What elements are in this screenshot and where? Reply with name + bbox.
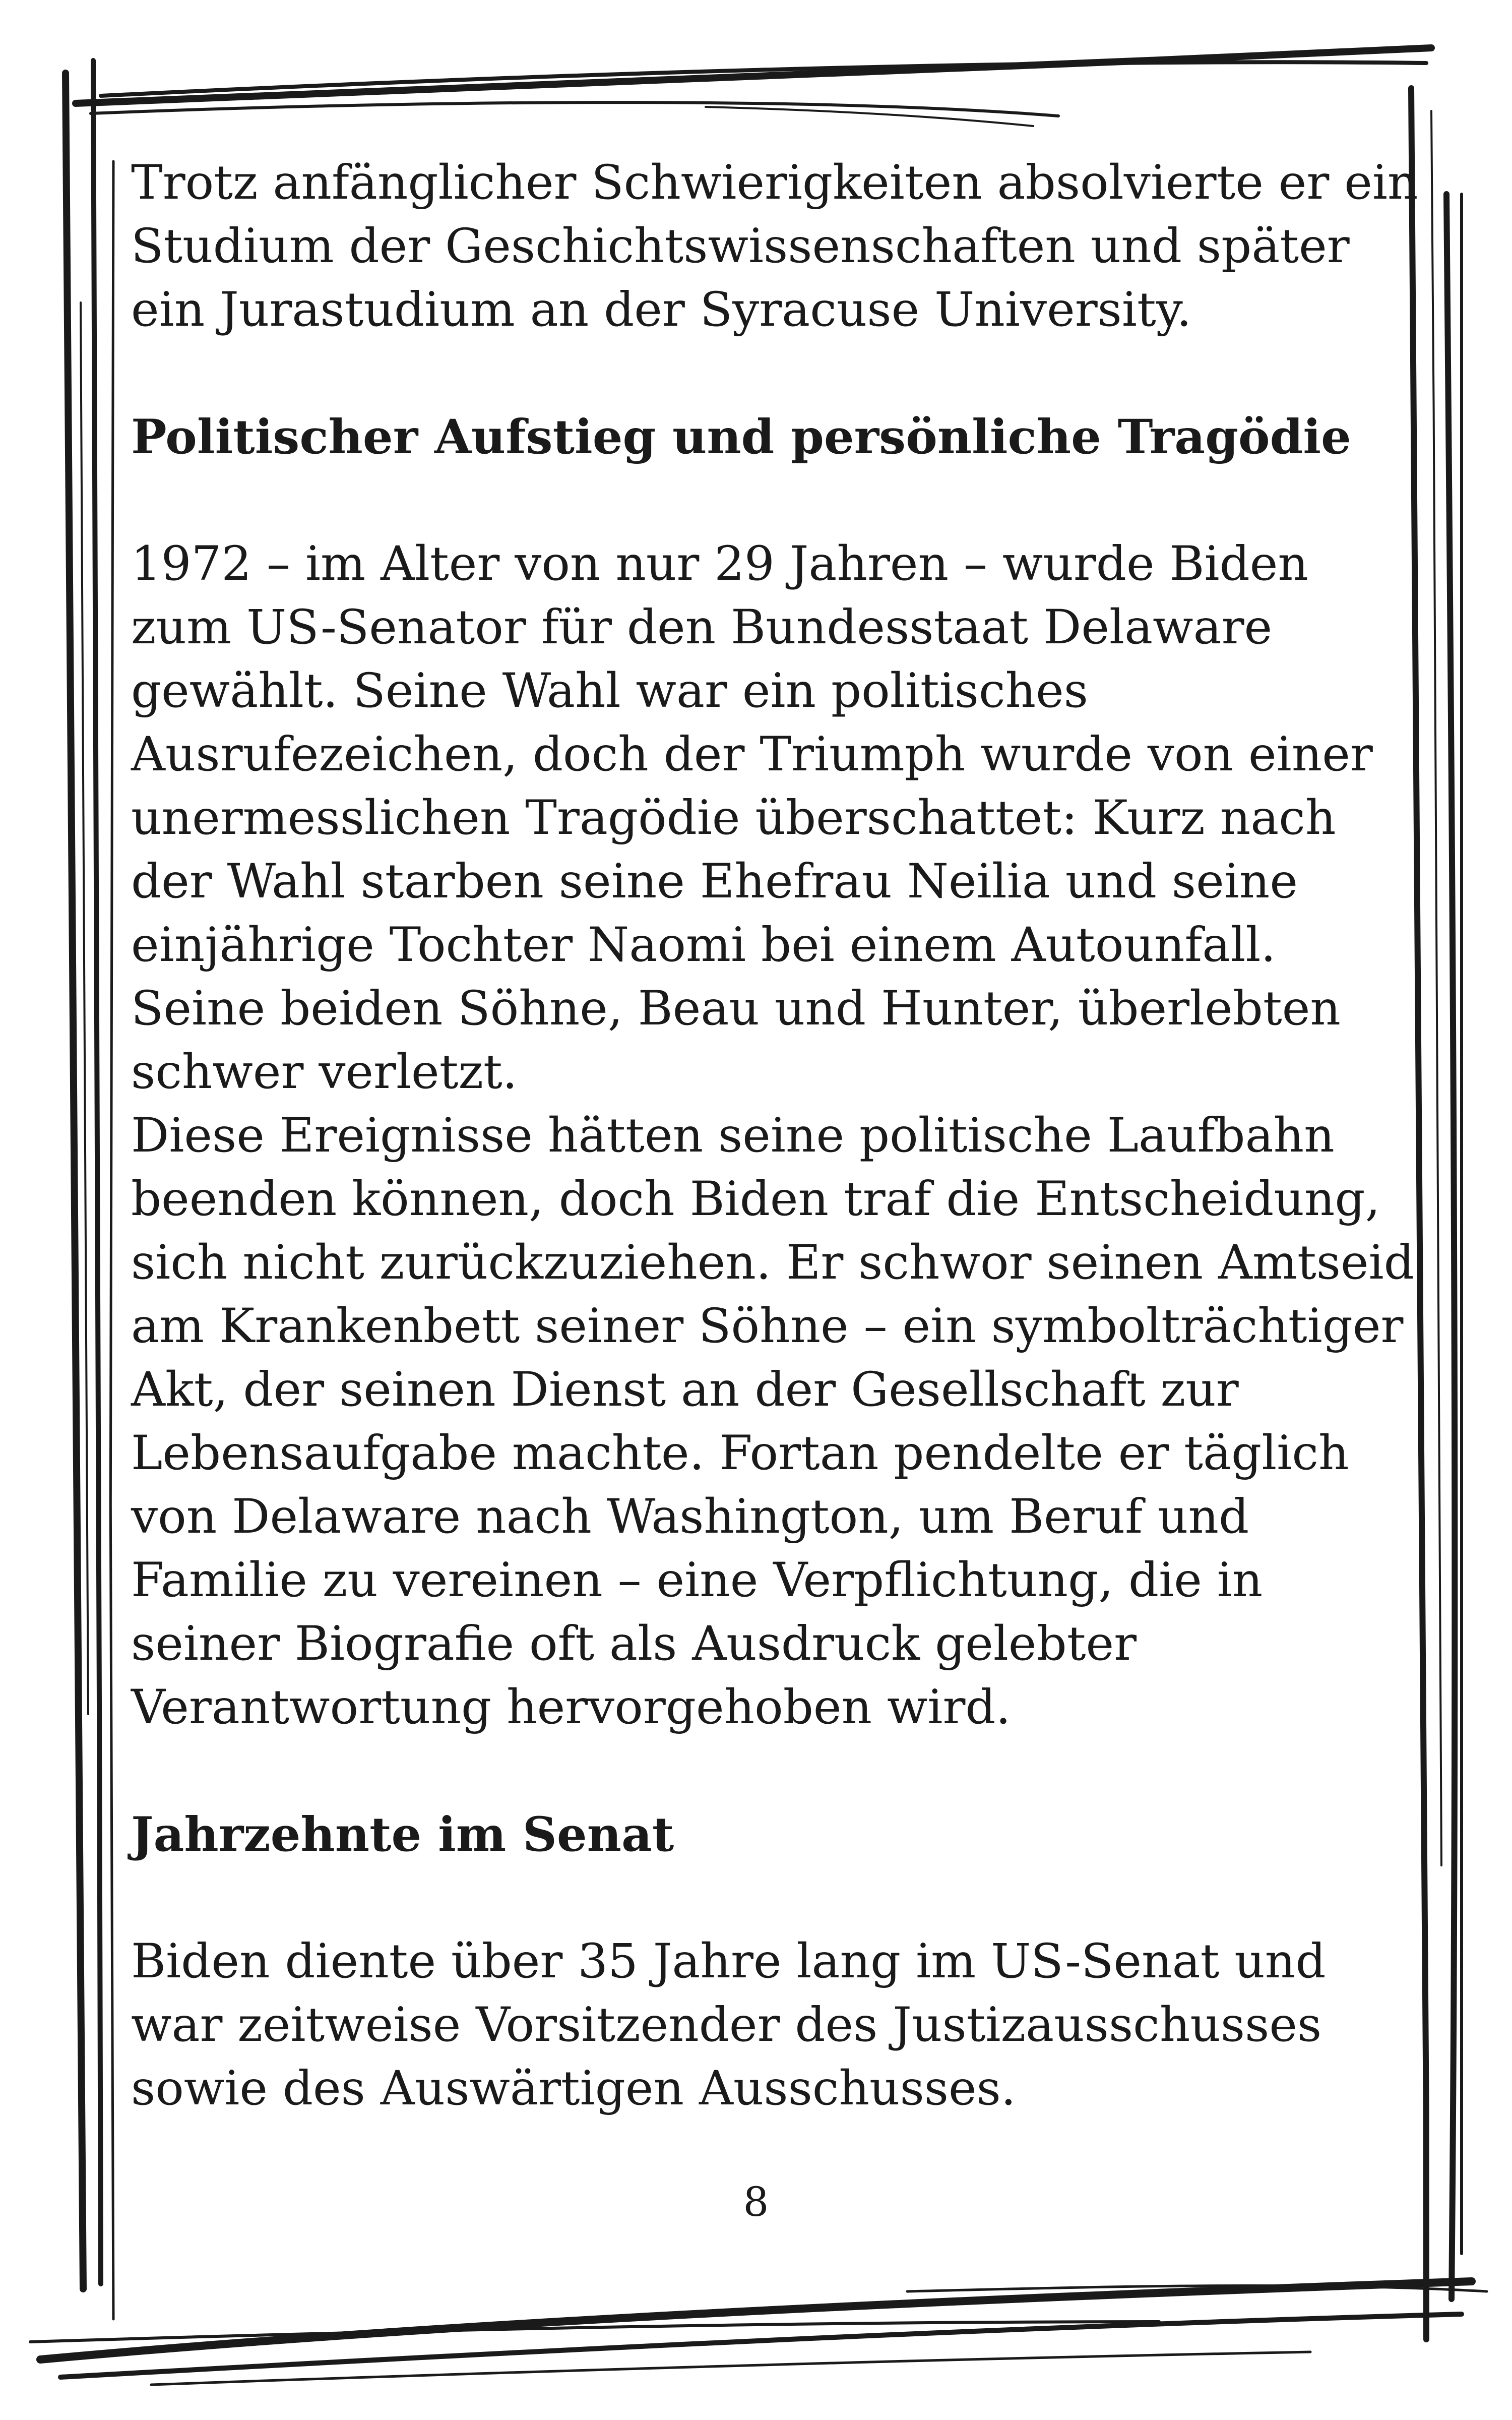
border-left-stroke [93,60,101,2284]
section-heading-senate: Jahrzehnte im Senat [131,1807,674,1862]
paragraph-spacer [131,1739,1421,1803]
paragraph-senate: Biden diente über 35 Jahre lang im US-Senat und war zeitweise Vorsitzender des Justizausschusses sowie des Auswärtigen Ausschusses. [131,1934,1326,2116]
border-left-stroke [110,161,113,2319]
border-left-stroke [81,302,88,1714]
border-top-stroke [76,48,1431,103]
intro-paragraph: Trotz anfänglicher Schwierigkeiten absolvierte er ein Studium der Geschichtswissenschaften und später ein Jurastudium an der Syracuse University. [131,155,1418,337]
border-right-stroke [1446,194,1455,2299]
border-top-stroke [91,102,1058,116]
section-heading-political-rise: Politischer Aufstieg und persönliche Tragödie [131,409,1351,465]
page-number: 8 [743,2179,769,2225]
paragraph-spacer [131,469,1421,532]
paragraph-spacer [131,1866,1421,1930]
page-body [131,151,1421,2121]
border-right-stroke [1462,194,1465,2254]
border-bottom-stroke [151,2352,1310,2385]
paragraph-decision: Diese Ereignisse hätten seine politische Laufbahn beenden können, doch Biden traf die Entscheidung, sich nicht zurückzuziehen. Er schwor seinen Amtseid am Krankenbett seiner Söhne – ein symbolträchtiger Akt, der seinen Dienst an der Gesellschaft zur Lebensaufgabe machte. Fortan pendelte er täglich von Delaware nach Washington, um Beruf und Familie zu vereinen – eine Verpflichtung, die in seiner Biografie oft als Ausdruck gelebter Verantwortung hervorgehoben wird. [131,1108,1414,1735]
paragraph-election-tragedy: 1972 – im Alter von nur 29 Jahren – wurde Biden zum US-Senator für den Bundesstaat Delaware gewählt. Seine Wahl war ein politisches Ausrufezeichen, doch der Triumph wurde von einer unermesslichen Tragödie überschattet: Kurz nach der Wahl starben seine Ehefrau Neilia und seine einjährige Tochter Naomi bei einem Autounfall. Seine beiden Söhne, Beau und Hunter, überlebten schwer verletzt. [131,536,1373,1100]
paragraph-spacer [131,342,1421,405]
border-right-stroke [1431,111,1441,1865]
